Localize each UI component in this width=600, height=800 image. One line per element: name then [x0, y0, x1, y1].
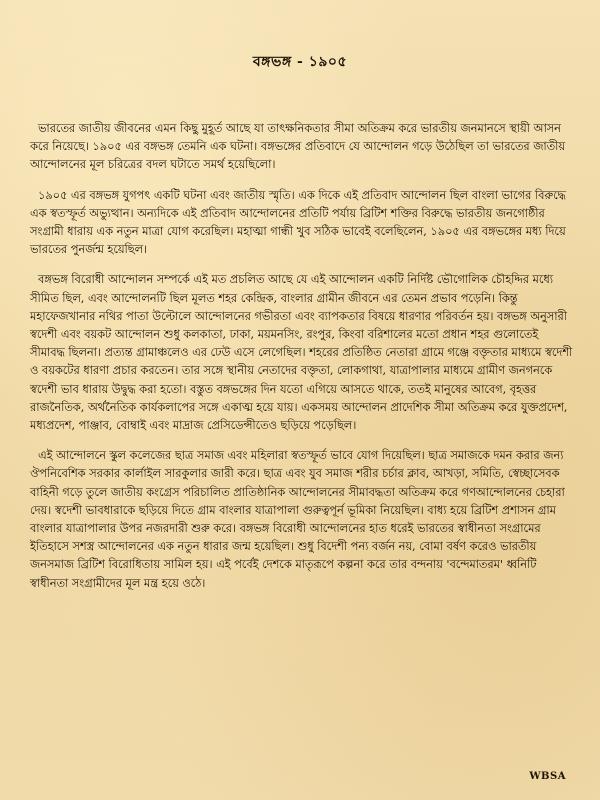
- page-title: বঙ্গভঙ্গ - ১৯০৫: [252, 54, 348, 70]
- document-body: [30, 120, 575, 605]
- paragraph-3: বঙ্গভঙ্গ বিরোধী আন্দোলন সম্পর্কে এই মত প্রচলিত আছে যে এই আন্দোলন একটি নির্দিষ্ট ভৌগোলিক চৌহদ্দির মধ্যে সীমিত ছিল, এবং আন্দোলনটি ছিল মূলত শহর কেন্দ্রিক, বাংলার গ্রামীন জীবনে এর তেমন প্রভাব পড়েনি। কিন্তু মহাফেজখানার নথির পাতা উল্টোলে আন্দোলনের গভীরতা এবং ব্যাপকতার বিষয়ে ধারণার পরিবর্তন হয়। বঙ্গভঙ্গ অনুসারী স্বদেশী এবং বয়কট আন্দোলন শুধু কলকাতা, ঢাকা, ময়মনসিং, রংপুর, কিংবা বরিশালের মতো প্রধান শহর গুলোতেই সীমাবদ্ধ ছিলনা। প্রত্যন্ত গ্রামাঞ্চলেও এর ঢেউ এসে লেগেছিল। শহরের প্রতিষ্ঠিত নেতারা গ্রামে গঞ্জে বক্তৃতার মাধ্যমে স্বদেশী ও বয়কটের ধারণা প্রচার করতেন। তার সঙ্গে স্থানীয় নেতাদের বক্তৃতা, লোকগাথা, যাত্রাপালার মাধ্যমে গ্রামীণ জনগনকে স্বদেশী ভাব ধারায় উদ্বুদ্ধ করা হতো। বস্তুত বঙ্গভঙ্গের দিন যতো এগিয়ে আসতে থাকে, ততই মানুষের আবেগ, বৃহত্তর রাজনৈতিক, অর্থনৈতিক কার্যকলাপের সঙ্গে একাত্ম হয়ে যায়। একসময় আন্দোলন প্রাদেশিক সীমা অতিক্রম করে যুক্তপ্রদেশ, মধ্যপ্রদেশ, পাঞ্জাব, বোম্বাই এবং মাদ্রাজ প্রেসিডেন্সীতেও ছড়িয়ে পড়েছিল।: [30, 273, 573, 433]
- paragraph-1: ভারতের জাতীয় জীবনের এমন কিছু মুহূর্ত আছে যা তাৎক্ষনিকতার সীমা অতিক্রম করে ভারতীয় জনমানসে স্থায়ী আসন করে নিয়েছে। ১৯০৫ এর বঙ্গভঙ্গ তেমনি এক ঘটনা। বঙ্গভঙ্গের প্রতিবাদে যে আন্দোলন গড়ে উঠেছিল তা ভারতের জাতীয় আন্দোলনের মূল চরিত্রের বদল ঘটাতে সমর্থ হয়েছিলো।: [30, 122, 565, 172]
- paragraph-2: ১৯০৫ এর বঙ্গভঙ্গ যুগপৎ একটি ঘটনা এবং জাতীয় স্মৃতি। এক দিকে এই প্রতিবাদ আন্দোলন ছিল বাংলা ভাগের বিরুদ্ধে এক স্বতস্ফূর্ত অভ্যুত্থান। অন্যদিকে এই প্রতিবাদ আন্দোলনের প্রতিটি পর্যায় ব্রিটিশ শক্তির বিরুদ্ধে ভারতীয় জনগোষ্ঠীর সংগ্রামী ধারায় এক নতুন মাত্রা যোগ করেছিল। মহাত্মা গান্ধী খুব সঠিক ভাবেই বলেছিলেন, ১৯০৫ এর বঙ্গভঙ্গের মধ্য দিয়ে ভারতের পুনর্জন্ম হয়েছিল।: [30, 188, 566, 257]
- paragraph-4: এই আন্দোলনে স্কুল কলেজের ছাত্র সমাজ এবং মহিলারা স্বতস্ফূর্ত ভাবে যোগ দিয়েছিল। ছাত্র সমাজকে দমন করার জন্য ঔপনিবেশিক সরকার কার্লাইল সারকুলার জারী করে। ছাত্র এবং যুব সমাজ শরীর চর্চার ক্লাব, আখড়া, সমিতি, স্বেচ্ছাসেবক বাহিনী গড়ে তুলে জাতীয় কংগ্রেস পরিচালিত প্রাতিষ্ঠানিক আন্দোলনের সীমাবদ্ধতা অতিক্রম করে গণআন্দোলনের চেহারা দেয়। স্বদেশী ভাবধারাকে ছড়িয়ে দিতে গ্রাম বাংলার যাত্রাপালা গুরুত্বপূর্ন ভূমিকা নিয়েছিল। বাধ্য হয়ে ব্রিটিশ প্রশাসন গ্রাম বাংলার যাত্রাপালার উপর নজরদারী শুরু করে। বঙ্গভঙ্গ বিরোধী আন্দোলনের হাত ধরেই ভারতের স্বাধীনতা সংগ্রামের ইতিহাসে সশস্ত্র আন্দোলনের এক নতুন ধারার জন্ম হয়েছিল। শুধু বিদেশী পন্য বর্জন নয়, বোমা বর্ষণ করেও ভারতীয় জনসমাজ ব্রিটিশ বিরোধিতায় সামিল হয়। এই পর্বেই দেশকে মাতৃরূপে কল্পনা করে তার বন্দনায় 'বন্দেমাতরম' ধ্বনিটি স্বাধীনতা সংগ্রামীদের মূল মন্ত্র হয়ে ওঠে।: [30, 449, 565, 590]
- footer-label: WBSA: [529, 771, 566, 782]
